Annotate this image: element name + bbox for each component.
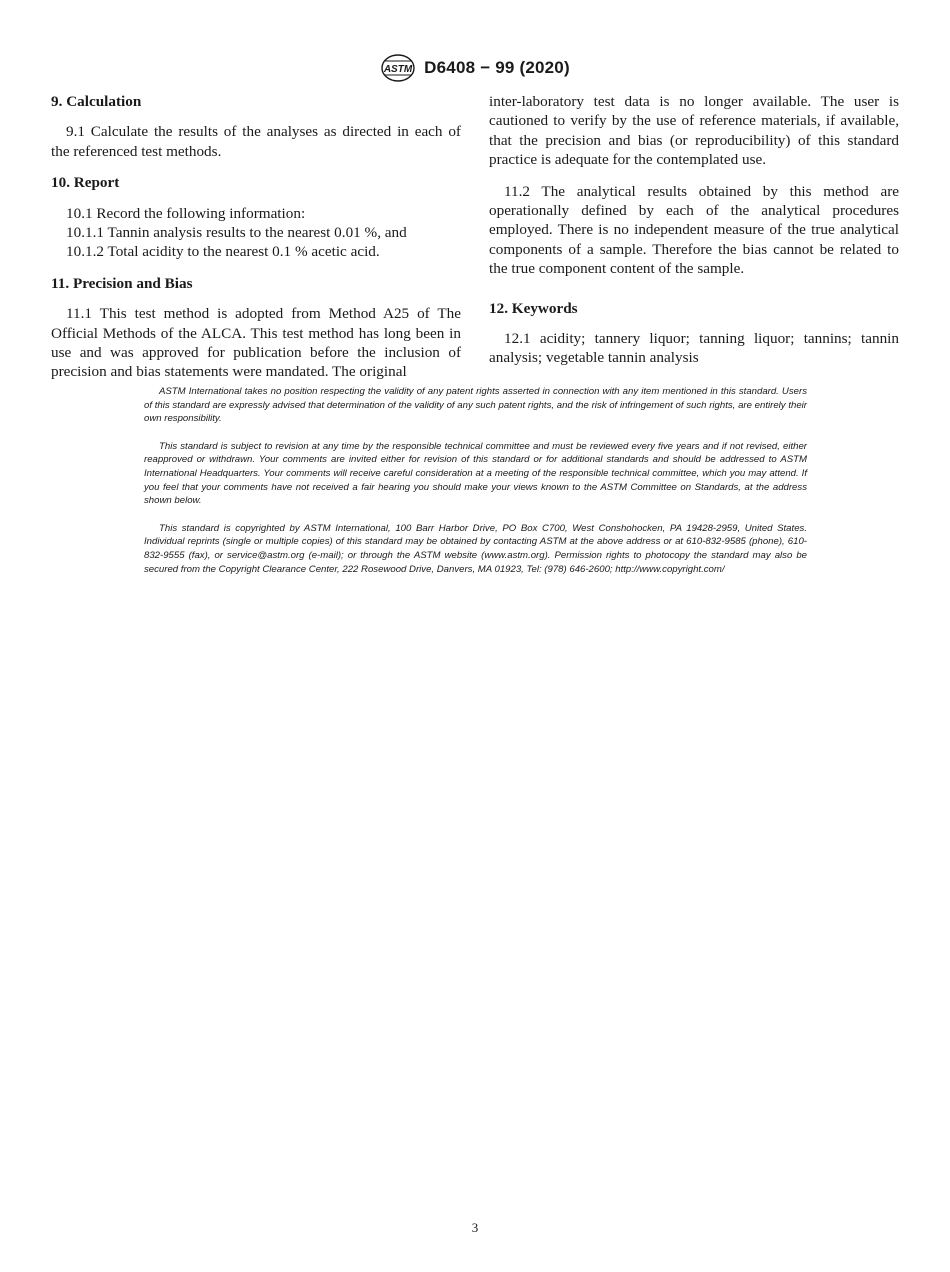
left-column xyxy=(51,92,461,382)
section-heading-calculation: 9. Calculation xyxy=(51,93,142,110)
paragraph-11-2: 11.2 The analytical results obtained by this method are operationally defined by each of the analytical procedures employed. There is no independent measure of the true analytical components of a sample. Therefore the bias cannot be related to the true component content of the sample. xyxy=(489,182,899,278)
section-heading-precision-bias: 11. Precision and Bias xyxy=(51,274,193,292)
paragraph-10-1-1: 10.1.1 Tannin analysis results to the nearest 0.01 %, and xyxy=(66,224,407,242)
astm-logo-icon xyxy=(380,53,416,83)
right-column xyxy=(489,92,899,368)
logo-text: ASTM xyxy=(384,64,413,75)
section-heading-keywords: 12. Keywords xyxy=(489,299,578,317)
paragraph-10-1: 10.1 Record the following information: xyxy=(66,204,306,222)
paragraph-12-1: 12.1 acidity; tannery liquor; tanning liquor; tannins; tannin analysis; vegetable tannin analysis xyxy=(489,330,899,367)
revision-notice: This standard is subject to revision at any time by the responsible technical committee and must be reviewed every five years and if not revised, either reapproved or withdrawn. Your comments are invited either for revision of this standard or for additional standards and should be addressed to ASTM International Headquarters. Your comments will receive careful consideration at a meeting of the responsible technical committee, which you may attend. If you feel that your comments have not received a fair hearing you should make your views known to the ASTM Committee on Standards, at the address shown below. xyxy=(144,440,807,507)
page-header xyxy=(0,52,950,84)
standard-designation: D6408 − 99 (2020) xyxy=(424,58,570,77)
paragraph-11-1: 11.1 This test method is adopted from Method A25 of The Official Methods of the ALCA. This test method has long been in use and was approved for publication before the inclusion of precision and bias statements were mandated. The original xyxy=(51,305,461,381)
patent-notice: ASTM International takes no position respecting the validity of any patent rights asserted in connection with any item mentioned in this standard. Users of this standard are expressly advised that determination of the validity of any such patent rights, and the risk of infringement of such rights, are entirely their own responsibility. xyxy=(144,386,807,425)
copyright-notice: This standard is copyrighted by ASTM International, 100 Barr Harbor Drive, PO Box C700, West Conshohocken, PA 19428-2959, United States. Individual reprints (single or multiple copies) of this standard may be obtained by contacting ASTM at the above address or at 610-832-9585 (phone), 610-832-9555 (fax), or service@astm.org (e-mail); or through the ASTM website (www.astm.org). Permission rights to photocopy the standard may also be secured from the Copyright Clearance Center, 222 Rosewood Drive, Danvers, MA 01923, Tel: (978) 646-2600; http://www.copyright.com/ xyxy=(144,522,807,575)
legal-notices xyxy=(144,385,807,590)
paragraph-10-1-2: 10.1.2 Total acidity to the nearest 0.1 % acetic acid. xyxy=(66,243,380,261)
section-heading-report: 10. Report xyxy=(51,174,120,192)
page-number: 3 xyxy=(471,1220,479,1235)
paragraph-9-1: 9.1 Calculate the results of the analyses as directed in each of the referenced test methods. xyxy=(51,123,461,160)
paragraph-11-1-continued: inter-laboratory test data is no longer available. The user is cautioned to verify by the use of reference materials, if available, that the precision and bias (or reproducibility) of this standard practice is adequate for the contemplated use. xyxy=(489,93,899,169)
